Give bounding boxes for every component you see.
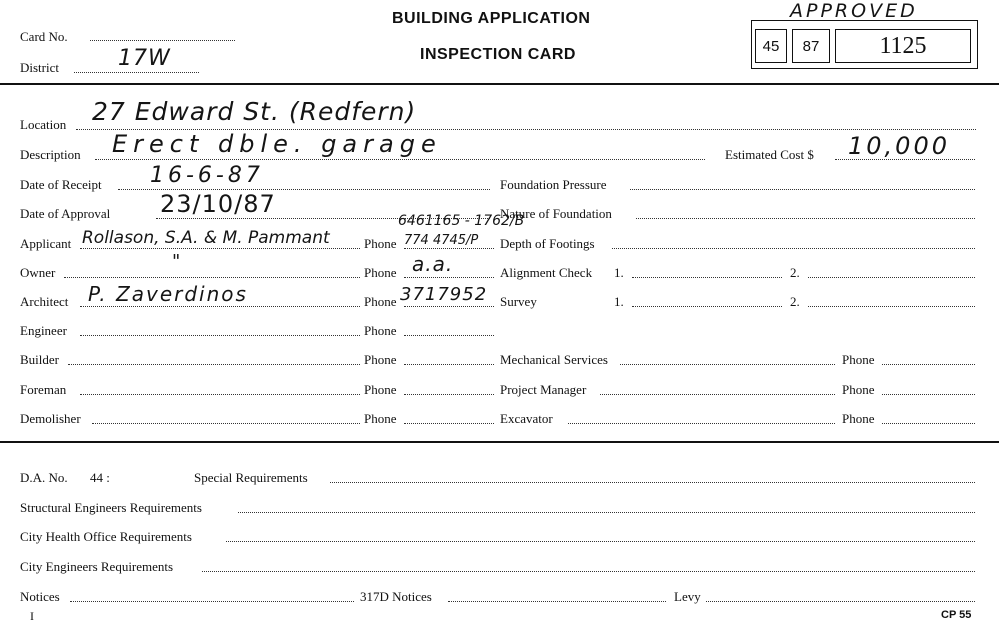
nature-of-foundation-field[interactable] [636,218,975,219]
structural-requirements-field[interactable] [238,512,975,513]
description-field[interactable] [95,159,705,160]
engineer-phone-field[interactable] [404,335,494,336]
applicant-phone-label: Phone [364,236,397,251]
applicant-phone-field[interactable] [404,248,494,249]
architect-phone-label: Phone [364,294,397,309]
health-requirements-label: City Health Office Requirements [20,529,192,544]
project-manager-label: Project Manager [500,382,587,397]
card-no-label: Card No. [20,29,68,44]
builder-phone-field[interactable] [404,364,494,365]
alignment-2-field[interactable] [808,277,975,278]
builder-label: Builder [20,352,59,367]
project-manager-field[interactable] [600,394,835,395]
estimated-cost-value: 10,000 [848,132,950,160]
number-box-1: 45 [755,29,787,63]
mechanical-services-field[interactable] [620,364,835,365]
architect-phone-field[interactable] [404,306,494,307]
location-value: 27 Edward St. (Redfern) [92,97,417,126]
requirements-divider [0,441,999,443]
builder-field[interactable] [68,364,360,365]
applicant-phone-value: 774 4745/P [404,233,479,248]
special-requirements-field[interactable] [330,482,975,483]
owner-field[interactable] [64,277,360,278]
da-no-label: D.A. No. [20,470,68,485]
architect-value: P. Zaverdinos [88,282,248,306]
location-label: Location [20,117,67,132]
project-manager-phone-label: Phone [842,382,875,397]
foundation-pressure-label: Foundation Pressure [500,177,607,192]
applicant-value: Rollason, S.A. & M. Pammant [82,228,330,248]
owner-phone-label: Phone [364,265,397,280]
owner-label: Owner [20,265,56,280]
engineer-phone-label: Phone [364,323,397,338]
architect-label: Architect [20,294,69,309]
demolisher-field[interactable] [92,423,360,424]
foreman-field[interactable] [80,394,360,395]
date-of-approval-label: Date of Approval [20,206,111,221]
demolisher-phone-field[interactable] [404,423,494,424]
architect-phone-value: 3717952 [400,284,488,305]
excavator-phone-label: Phone [842,411,875,426]
date-of-receipt-value: 16-6-87 [150,163,264,188]
levy-label: Levy [674,589,701,604]
notices-317d-label: 317D Notices [360,589,432,604]
description-label: Description [20,147,81,162]
owner-value: " [172,251,182,272]
notices-317d-field[interactable] [448,601,666,602]
excavator-label: Excavator [500,411,553,426]
da-no-value: 44 : [90,470,110,485]
survey-1-field[interactable] [632,306,782,307]
special-requirements-label: Special Requirements [194,470,308,485]
alignment-check-label: Alignment Check [500,265,593,280]
number-box-2: 87 [792,29,830,63]
depth-of-footings-field[interactable] [612,248,975,249]
notices-field[interactable] [70,601,354,602]
applicant-phone-extra: 6461165 - 1762/B [398,213,525,229]
foreman-label: Foreman [20,382,67,397]
levy-field[interactable] [706,601,975,602]
engineer-field[interactable] [80,335,360,336]
demolisher-phone-label: Phone [364,411,397,426]
header-divider [0,83,999,85]
form-code: CP 55 [941,609,972,621]
corner-mark: I [30,609,34,623]
excavator-field[interactable] [568,423,835,424]
foreman-phone-label: Phone [364,382,397,397]
card-no-field[interactable] [90,40,235,41]
depth-of-footings-label: Depth of Footings [500,236,595,251]
district-value: 17W [118,46,171,71]
foundation-pressure-field[interactable] [630,189,975,190]
structural-requirements-label: Structural Engineers Requirements [20,500,202,515]
project-manager-phone-field[interactable] [882,394,975,395]
alignment-1-label: 1. [614,265,624,280]
alignment-1-field[interactable] [632,277,782,278]
applicant-label: Applicant [20,236,72,251]
owner-phone-value: a.a. [412,252,454,276]
approved-stamp: APPROVED [790,0,918,22]
engineer-label: Engineer [20,323,67,338]
survey-2-field[interactable] [808,306,975,307]
city-engineers-requirements-field[interactable] [202,571,975,572]
city-engineers-requirements-label: City Engineers Requirements [20,559,174,574]
mechanical-services-label: Mechanical Services [500,352,608,367]
architect-field[interactable] [80,306,360,307]
mechanical-phone-label: Phone [842,352,875,367]
survey-2-label: 2. [790,294,800,309]
survey-1-label: 1. [614,294,624,309]
owner-phone-field[interactable] [404,277,494,278]
demolisher-label: Demolisher [20,411,81,426]
description-value: Erect dble. garage [112,130,442,158]
number-box-3: 1125 [835,29,971,63]
nature-of-foundation-label: Nature of Foundation [500,206,612,221]
mechanical-phone-field[interactable] [882,364,975,365]
district-field[interactable] [74,72,199,73]
survey-label: Survey [500,294,537,309]
title-line1: BUILDING APPLICATION [392,10,591,27]
health-requirements-field[interactable] [226,541,975,542]
district-label: District [20,60,59,75]
applicant-field[interactable] [80,248,360,249]
builder-phone-label: Phone [364,352,397,367]
foreman-phone-field[interactable] [404,394,494,395]
date-of-receipt-label: Date of Receipt [20,177,102,192]
title-line2: INSPECTION CARD [420,46,576,63]
notices-label: Notices [20,589,60,604]
date-of-approval-value: 23/10/87 [160,190,276,218]
estimated-cost-label: Estimated Cost $ [725,147,814,162]
alignment-2-label: 2. [790,265,800,280]
excavator-phone-field[interactable] [882,423,975,424]
